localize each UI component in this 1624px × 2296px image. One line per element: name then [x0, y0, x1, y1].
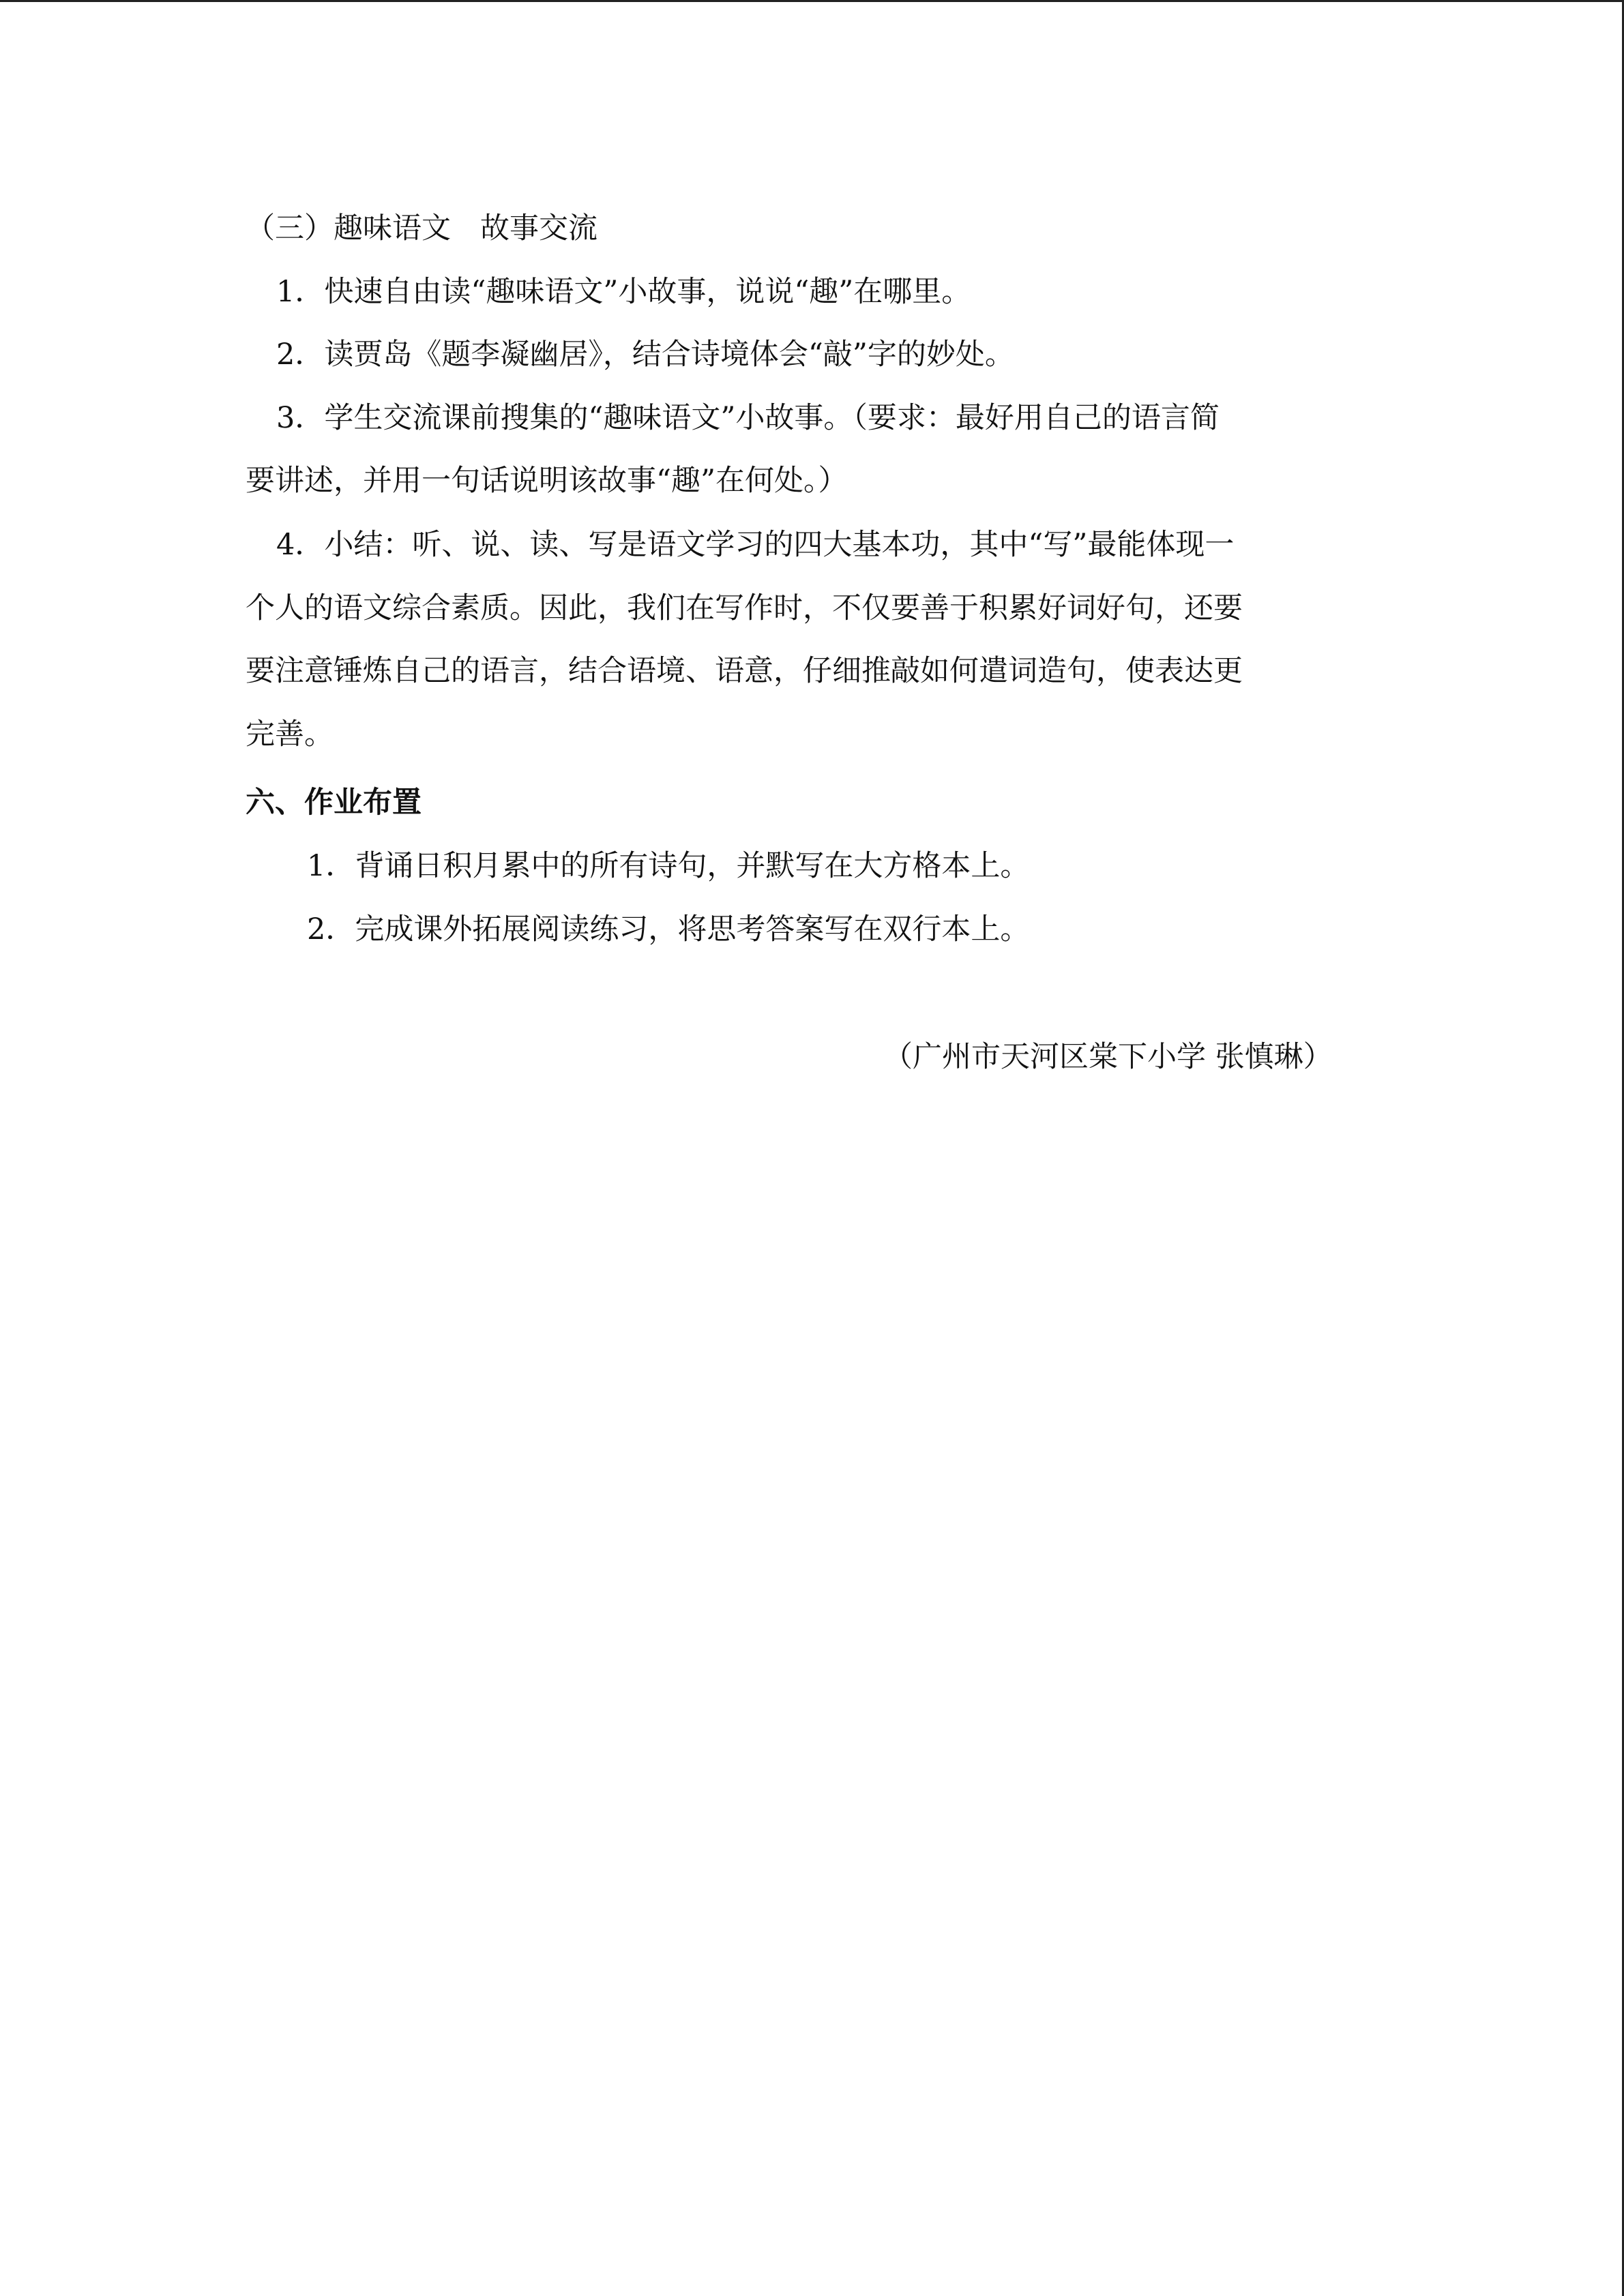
list-item-3-line1: 3．学生交流课前搜集的“趣味语文”小故事。（要求：最好用自己的语言简	[276, 401, 1220, 435]
list-item-4-line3: 要注意锤炼自己的语言，结合语境、语意，仔细推敲如何遣词造句，使表达更	[246, 654, 1243, 688]
list-item-3-line2: 要讲述，并用一句话说明该故事“趣”在何处。）	[246, 464, 848, 498]
list-item-2: 2．读贾岛《题李凝幽居》，结合诗境体会“敲”字的妙处。	[276, 338, 1014, 372]
section-heading-fun-chinese: （三）趣味语文 故事交流	[246, 211, 597, 245]
page-border-top	[0, 0, 1624, 2]
list-item-4-line1: 4．小结：听、说、读、写是语文学习的四大基本功，其中“写”最能体现一	[276, 528, 1235, 562]
list-item-1: 1．快速自由读“趣味语文”小故事，说说“趣”在哪里。	[276, 275, 971, 309]
list-item-4-line2: 个人的语文综合素质。因此，我们在写作时，不仅要善于积累好词好句，还要	[246, 591, 1243, 625]
homework-item-2: 2．完成课外拓展阅读练习，将思考答案写在双行本上。	[307, 912, 1030, 946]
section-heading-homework: 六、作业布置	[246, 786, 422, 820]
homework-item-1: 1．背诵日积月累中的所有诗句，并默写在大方格本上。	[307, 849, 1030, 883]
author-attribution: （广州市天河区棠下小学 张慎琳）	[883, 1040, 1333, 1074]
list-item-4-line4: 完善。	[246, 717, 334, 751]
